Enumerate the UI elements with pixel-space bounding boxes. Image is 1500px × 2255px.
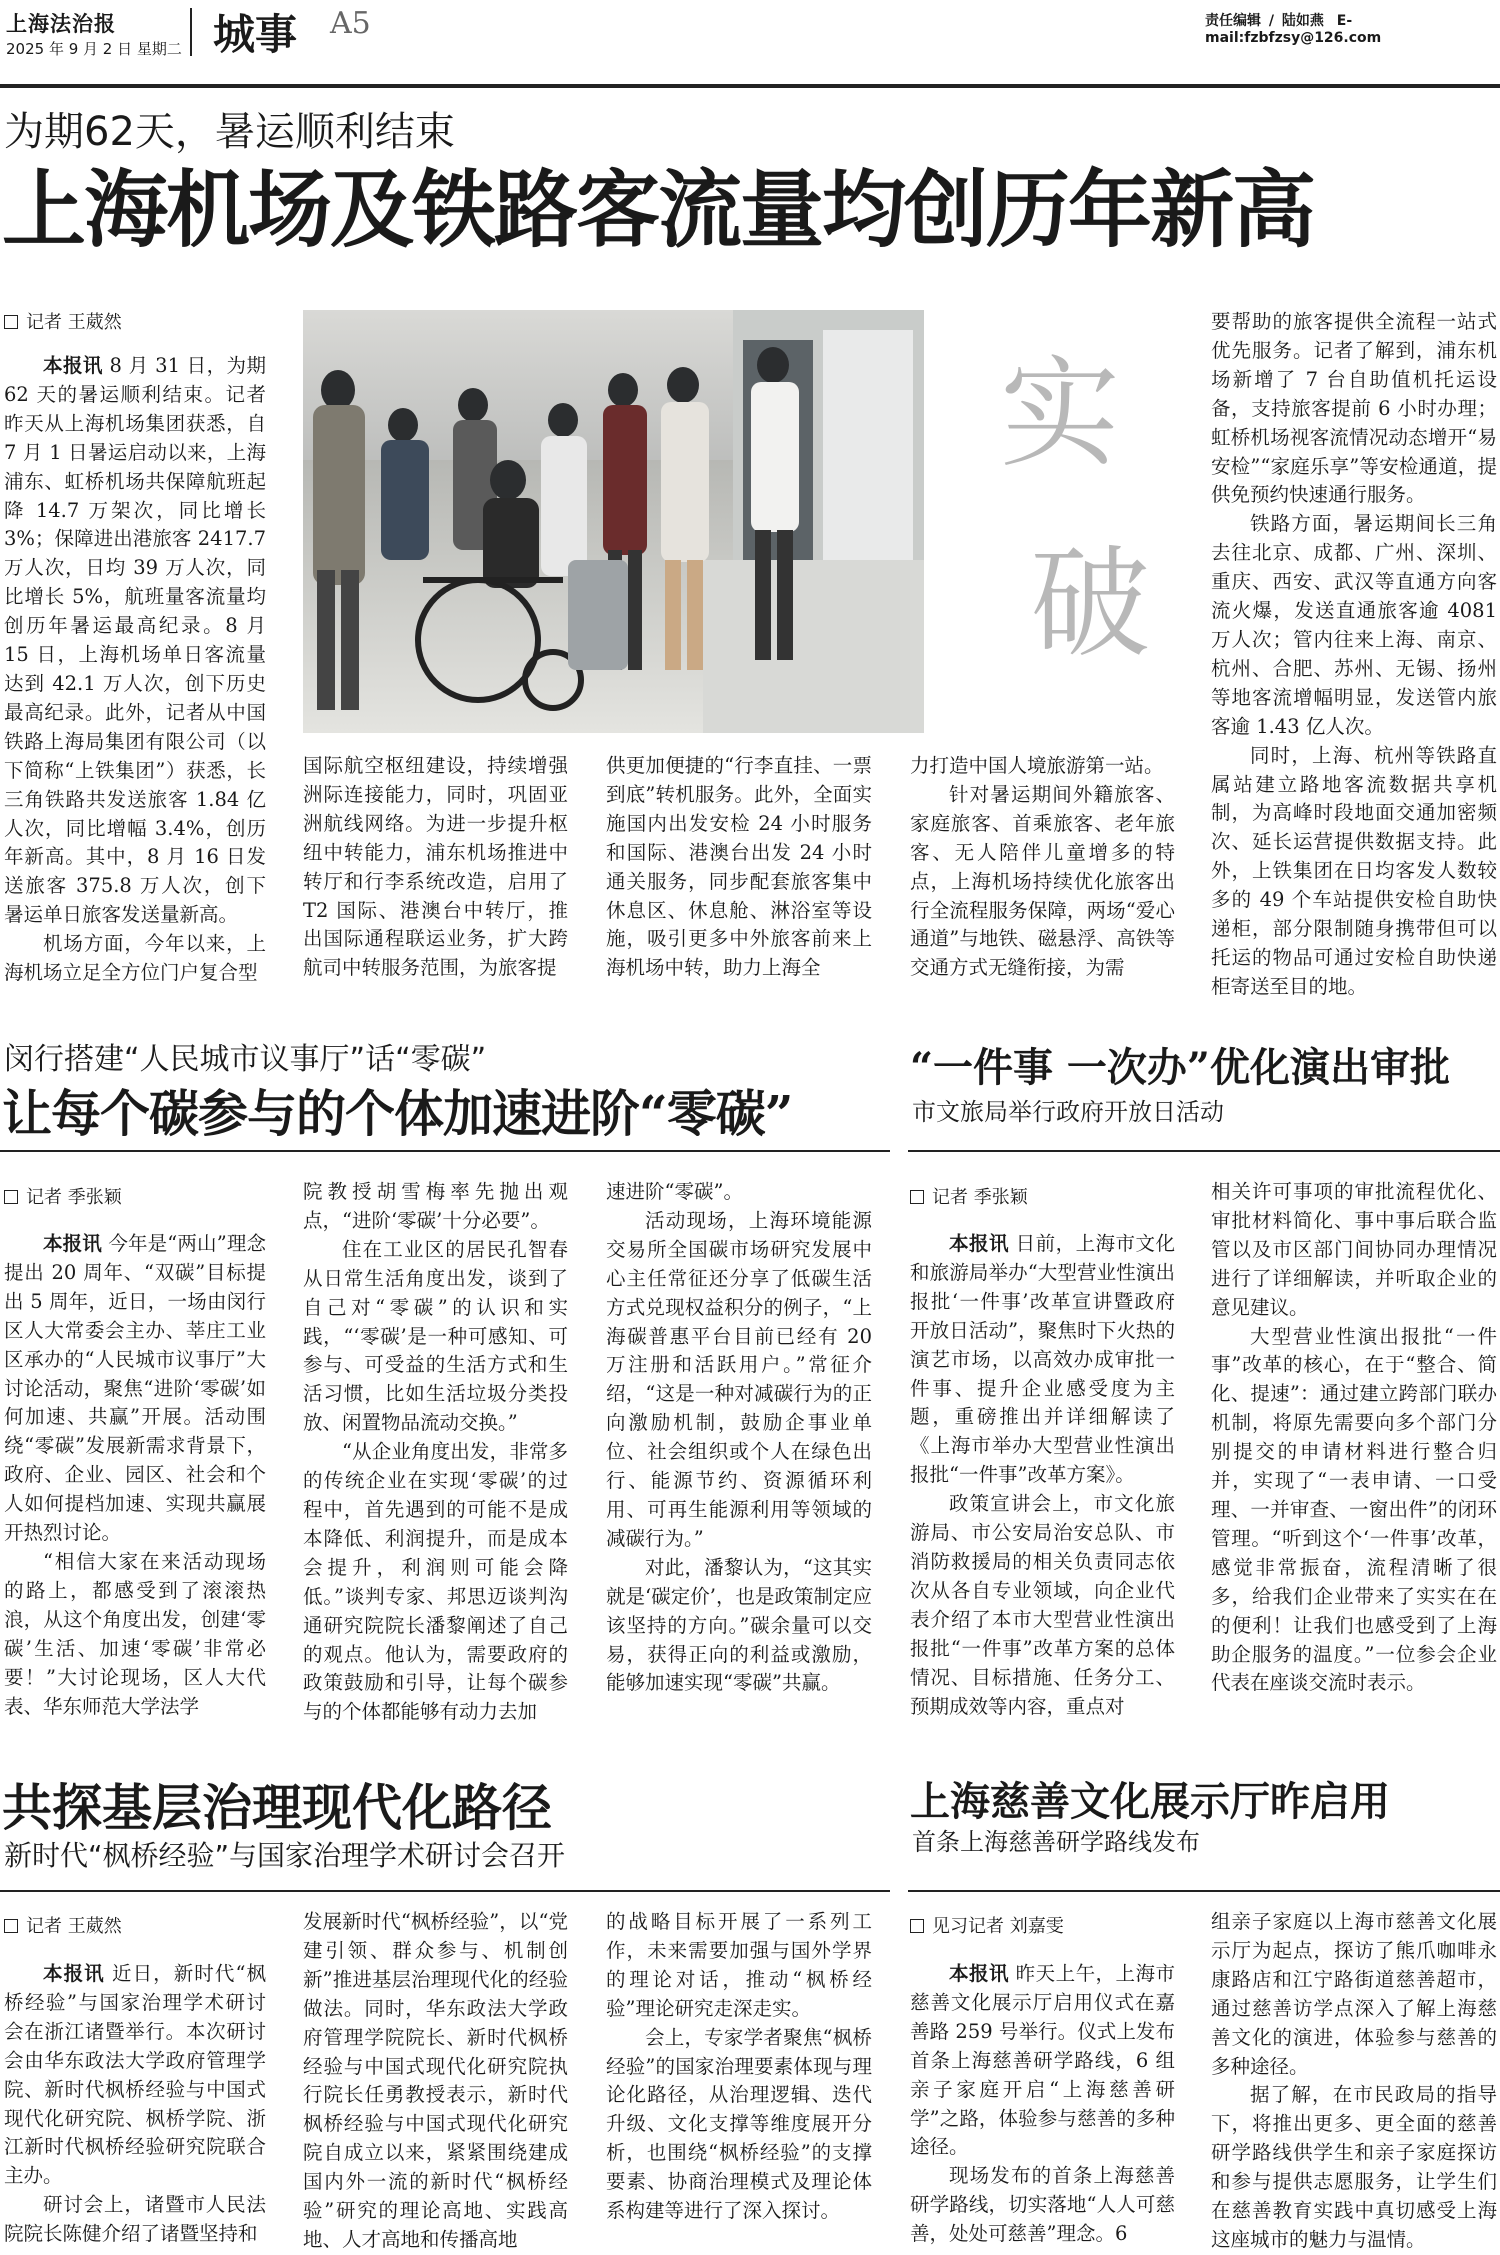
editor-label: 责任编辑 — [1205, 13, 1261, 29]
paragraph: 大型营业性演出报批“一件事”改革的核心，在于“整合、简化、提速”：通过建立跨部门联办机制，将原先需要向多个部门分别提交的申请材料进行整合归并，实现了“一表申请、一口受理、一并审查、一窗出件”的闭环管理。“听到这个‘一件事’改革，感觉非常振奋，流程清晰了很多，给我们企业带来了实实在在的便利！让我们也感受到了上海助企服务的温度。”一位参会企业代表在座谈交流时表示。 — [1211, 1324, 1497, 1695]
byline-box-icon — [4, 1919, 18, 1933]
paragraph: 本报讯 今年是“两山”理念提出 20 周年、“双碳”目标提出 5 周年，近日，一场由闵行区人大常委会主办、莘庄工业区承办的“人民城市议事厅”大讨论活动，聚焦“进阶‘零碳’如何加速、共赢”开展。活动围绕“零碳”发展新需求背景下，政府、企业、园区、社会和个人如何提档加速、实现共赢展开热烈讨论。 — [4, 1232, 266, 1545]
article3-top-rule — [908, 1150, 1500, 1152]
dateline-label: 本报讯 — [43, 1232, 102, 1255]
article4-col1 — [4, 1960, 266, 2249]
article5-byline: 见习记者 刘嘉雯 — [910, 1912, 1064, 1938]
paragraph: 院教授胡雪梅率先抛出观点，“进阶‘零碳’十分必要”。 — [303, 1180, 568, 1232]
article3-col2 — [1211, 1178, 1497, 1698]
article1-kicker: 为期62天，暑运顺利结束 — [4, 109, 455, 155]
paragraph: 会上，专家学者聚焦“枫桥经验”的国家治理要素体现与理论化路径，从治理逻辑、迭代升级、文化支撑等维度展开分析，也围绕“枫桥经验”的支撑要素、协商治理模式及理论体系构建等进行了深入探讨。 — [606, 2025, 872, 2223]
article1-col1 — [4, 352, 266, 988]
article4-subhead: 新时代“枫桥经验”与国家治理学术研讨会召开 — [4, 1839, 566, 1872]
paragraph: 国际航空枢纽建设，持续增强洲际连接能力，同时，巩固亚洲航线网络。为进一步提升枢纽中转能力，浦东机场推进中转厅和行李系统改造，启用了 T2 国际、港澳台中转厅，推出国际通程联运业务，扩大跨航司中转服务范围，为旅客提 — [303, 754, 568, 980]
article2-col2 — [303, 1178, 568, 1727]
article4-col3 — [606, 1908, 872, 2226]
article2-kicker: 闵行搭建“人民城市议事厅”话“零碳” — [4, 1042, 487, 1077]
article1-headline: 上海机场及铁路客流量均创历年新高 — [2, 160, 1315, 259]
article3-byline: 记者 季张颖 — [910, 1183, 1028, 1209]
paragraph: 组亲子家庭以上海市慈善文化展示厅为起点，探访了熊爪咖啡永康路店和江宁路街道慈善超市，通过慈善访学点深入了解上海慈善文化的演进，体验参与慈善的多种途径。 — [1211, 1910, 1497, 2078]
paragraph: 铁路方面，暑运期间长三角去往北京、成都、广州、深圳、重庆、西安、武汉等直通方向客流火爆，发送直通旅客逾 4081 万人次；管内往来上海、南京、杭州、合肥、苏州、无锡、扬州等地客流增幅明显，发送管内旅客逾 1.43 亿人次。 — [1211, 512, 1497, 738]
dateline-label: 本报讯 — [43, 354, 103, 377]
paragraph: 速进阶“零碳”。 — [606, 1180, 743, 1203]
paper-name: 上海法治报 — [6, 11, 116, 36]
editor-name: 陆如燕 — [1281, 13, 1324, 29]
paragraph: 据了解，在市民政局的指导下，将推出更多、更全面的慈善研学路线供学生和亲子家庭探访和参与提供志愿服务，让学生们在慈善教育实践中真切感受上海这座城市的魅力与温情。 — [1211, 2083, 1497, 2251]
article5-subhead: 首条上海慈善研学路线发布 — [912, 1828, 1200, 1856]
article4-headline: 共探基层治理现代化路径 — [2, 1778, 552, 1837]
masthead-divider — [190, 8, 192, 56]
paragraph: 供更加便捷的“行李直挂、一票到底”转机服务。此外，全面实施国内出发安检 24 小时服务和国际、港澳台出发 24 小时通关服务，同步配套旅客集中休息区、休息舱、淋浴室等设施，吸引更多中外旅客前来上海机场中转，助力上海全 — [606, 754, 872, 980]
paragraph: 机场方面，今年以来，上海机场立足全方位门户复合型 — [4, 932, 266, 985]
article2-byline: 记者 季张颖 — [4, 1183, 122, 1209]
byline-box-icon — [4, 315, 18, 329]
paragraph: 对此，潘黎认为，“这其实就是‘碳定价’，也是政策制定应该坚持的方向。”碳余量可以交易，获得正向的利益或激励，能够加速实现“零碳”共赢。 — [606, 1555, 872, 1695]
article2-headline: 让每个碳参与的个体加速进阶“零碳” — [2, 1084, 793, 1143]
article5-headline: 上海慈善文化展示厅昨启用 — [910, 1778, 1390, 1825]
article3-col1 — [910, 1230, 1175, 1721]
paragraph: 针对暑运期间外籍旅客、家庭旅客、首乘旅客、老年旅客、无人陪伴儿童增多的特点，上海机场持续优化旅客出行全流程服务保障，两场“爱心通道”与地铁、磁悬浮、高铁等交通方式无缝衔接，为需 — [910, 782, 1175, 980]
paragraph: 研讨会上，诸暨市人民法院院长陈健介绍了诸暨坚持和 — [4, 2193, 266, 2246]
byline-box-icon — [910, 1919, 924, 1933]
section-name: 城事 — [213, 10, 298, 59]
article2-col1 — [4, 1230, 266, 1721]
paragraph: 相关许可事项的审批流程优化、审批材料简化、事中事后联合监管以及市区部门间协同办理情况进行了详细解读，并听取企业的意见建议。 — [1211, 1180, 1497, 1319]
paragraph: 要帮助的旅客提供全流程一站式优先服务。记者了解到，浦东机场新增了 7 台自助值机托运设备，支持旅客提前 6 小时办理；虹桥机场视客流情况动态增开“易安检”“家庭乐享”等安检通道，提供免预约快速通行服务。 — [1211, 310, 1497, 507]
issue-date: 2025 年 9 月 2 日 星期二 — [6, 40, 182, 58]
article1-photo — [303, 310, 924, 733]
dateline-label: 本报讯 — [949, 1232, 1009, 1255]
article5-col2 — [1211, 1908, 1497, 2255]
dateline-label: 本报讯 — [43, 1962, 105, 1985]
editor-email: E-mail:fzbfzsy@126.com — [1205, 13, 1382, 46]
editor-info: 责任编辑 / 陆如燕 E-mail:fzbfzsy@126.com — [1205, 13, 1382, 46]
article1-col3 — [606, 752, 872, 983]
caption-char: 实 — [1000, 345, 1120, 484]
paragraph: 的战略目标开展了一系列工作，未来需要加强与国外学界的理论对话，推动“枫桥经验”理论研究走深走实。 — [606, 1910, 872, 2020]
paragraph: 住在工业区的居民孔智春从日常生活角度出发，谈到了自己对“零碳”的认识和实践，“‘零碳’是一种可感知、可参与、可受益的生活方式和生活习惯，比如生活垃圾分类投放、闲置物品流动交换。” — [303, 1237, 568, 1435]
article5-top-rule — [908, 1890, 1500, 1892]
paragraph: “相信大家在来活动现场的路上，都感受到了滚滚热浪，从这个角度出发，创建‘零碳’生活、加速‘零碳’非常必要！”大讨论现场，区人大代表、华东师范大学法学 — [4, 1549, 266, 1718]
article4-top-rule — [0, 1890, 890, 1892]
paragraph: 政策宣讲会上，市文化旅游局、市公安局治安总队、市消防救援局的相关负责同志依次从各自专业领域，向企业代表介绍了本市大型营业性演出报批“一件事”改革方案的总体情况、目标措施、任务分工、预期成效等内容，重点对 — [910, 1492, 1175, 1718]
article1-col2 — [303, 752, 568, 983]
photo-vertical-caption — [1000, 320, 1150, 700]
article5-col1 — [910, 1960, 1175, 2249]
article3-subhead: 市文旅局举行政府开放日活动 — [912, 1098, 1224, 1126]
caption-char: 破 — [1030, 535, 1150, 674]
page-number: A5 — [330, 6, 371, 41]
paragraph: 本报讯 日前，上海市文化和旅游局举办“大型营业性演出报批‘一件事’改革宣讲暨政府开放日活动”，聚焦时下火热的演艺市场，以高效办成审批一件事、提升企业感受度为主题，重磅推出并详细解读了《上海市举办大型营业性演出报批“一件事”改革方案》。 — [910, 1232, 1175, 1487]
article2-col3 — [606, 1178, 872, 1698]
paragraph: “从企业角度出发，非常多的传统企业在实现‘零碳’的过程中，首先遇到的可能不是成本降低、利润提升，而是成本会提升，利润则可能会降低。”谈判专家、邦思迈谈判沟通研究院院长潘黎阐述了自己的观点。他认为，需要政府的政策鼓励和引导，让每个碳参与的个体都能够有动力去加 — [303, 1440, 568, 1724]
article4-byline: 记者 王葳然 — [4, 1912, 122, 1938]
paragraph: 力打造中国人境旅游第一站。 — [910, 754, 1164, 777]
article1-col4 — [910, 752, 1175, 983]
article2-top-rule — [0, 1150, 890, 1152]
masthead-rule — [0, 84, 1500, 88]
paragraph: 本报讯 近日，新时代“枫桥经验”与国家治理学术研讨会在浙江诸暨举行。本次研讨会由华东政法大学政府管理学院、新时代枫桥经验与中国式现代化研究院、枫桥学院、浙江新时代枫桥经验研究院联合主办。 — [4, 1962, 266, 2188]
paragraph: 活动现场，上海环境能源交易所全国碳市场研究发展中心主任常征还分享了低碳生活方式兑现权益积分的例子，“上海碳普惠平台目前已经有 20 万注册和活跃用户。”常征介绍，“这是一种对减碳行为的正向激励机制，鼓励企事业单位、社会组织或个人在绿色出行、能源节约、资源循环利用、可再生能源利用等领域的减碳行为。” — [606, 1208, 872, 1550]
dateline-label: 本报讯 — [949, 1962, 1009, 1985]
paragraph: 本报讯 8 月 31 日，为期 62 天的暑运顺利结束。记者昨天从上海机场集团获悉，自 7 月 1 日暑运启动以来，上海浦东、虹桥机场共保障航班起降 14.7 万架次，同比增长 3%；保障进出港旅客 2417.7 万人次，日均 39 万人次，同比增长 5%，航班量客流量均创历年暑运最高纪录。8 月 15 日，上海机场单日客流量达到 42.1 万人次，创下历史最高纪录。此外，记者从中国铁路上海局集团有限公司（以下简称“上铁集团”）获悉，长三角铁路共发送旅客 1.84 亿人次，同比增幅 3.4%，创历年新高。其中，8 月 16 日发送旅客 375.8 万人次，创下暑运单日旅客发送量新高。 — [4, 354, 266, 927]
paragraph: 同时，上海、杭州等铁路直属站建立路地客流数据共享机制，为高峰时段地面交通加密频次、延长运营提供数据支持。此外，上铁集团在日均客发人数较多的 49 个车站提供安检自助快递柜，部分限制随身携带但可以托运的物品可通过安检自助快递柜寄送至目的地。 — [1211, 743, 1497, 998]
article1-col5 — [1211, 308, 1497, 1002]
paragraph: 本报讯 昨天上午，上海市慈善文化展示厅启用仪式在嘉善路 259 号举行。仪式上发布首条上海慈善研学路线，6 组亲子家庭开启“上海慈善研学”之路，体验参与慈善的多种途径。 — [910, 1962, 1175, 2159]
byline-box-icon — [4, 1190, 18, 1204]
paragraph: 现场发布的首条上海慈善研学路线，切实落地“人人可慈善，处处可慈善”理念。6 — [910, 2164, 1175, 2246]
article3-headline: “一件事 一次办”优化演出审批 — [910, 1044, 1450, 1091]
paragraph: 发展新时代“枫桥经验”，以“党建引领、群众参与、机制创新”推进基层治理现代化的经验做法。同时，华东政法大学政府管理学院院长、新时代枫桥经验与中国式现代化研究院执行院长任勇教授表示，新时代枫桥经验与中国式现代化研究院自成立以来，紧紧围绕建成国内外一流的新时代“枫桥经验”研究的理论高地、实践高地、人才高地和传播高地 — [303, 1910, 568, 2251]
article4-col2 — [303, 1908, 568, 2255]
article1-byline: 记者 王葳然 — [4, 308, 122, 334]
byline-box-icon — [910, 1190, 924, 1204]
